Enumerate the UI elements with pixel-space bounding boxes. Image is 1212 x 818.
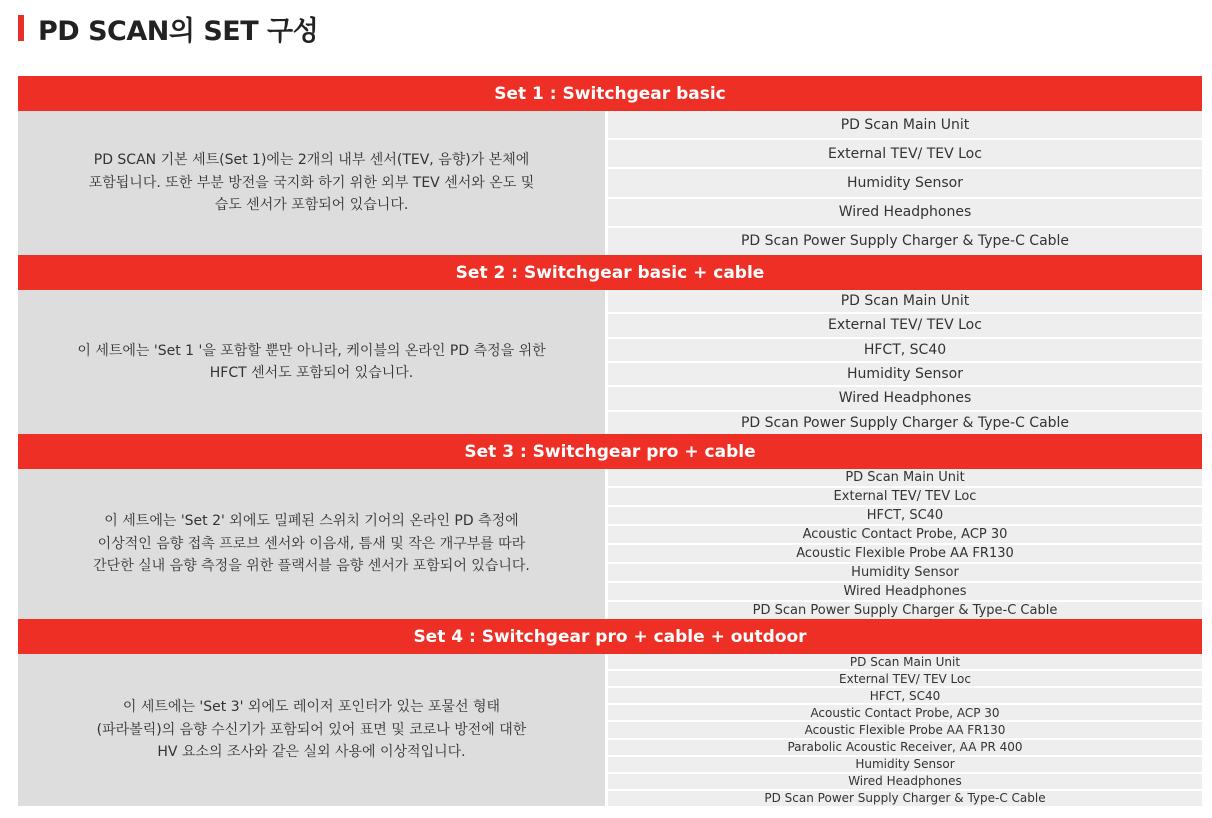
set-item: Acoustic Flexible Probe AA FR130	[608, 543, 1202, 562]
set-item: Humidity Sensor	[608, 167, 1202, 196]
set-item-list	[605, 469, 1202, 619]
set-table	[18, 76, 1202, 806]
set-item: Wired Headphones	[608, 197, 1202, 226]
set-item-list	[605, 111, 1202, 255]
set-item: PD Scan Power Supply Charger & Type-C Cable	[608, 226, 1202, 255]
title-accent-bar	[18, 15, 24, 41]
set-item: PD Scan Main Unit	[608, 111, 1202, 138]
set-body	[18, 654, 1202, 806]
set-description: 이 세트에는 'Set 1 '을 포함할 뿐만 아니라, 케이블의 온라인 PD 측정을 위한 HFCT 센서도 포함되어 있습니다.	[18, 290, 605, 434]
set-item: PD Scan Main Unit	[608, 290, 1202, 312]
set-item: PD Scan Power Supply Charger & Type-C Cable	[608, 789, 1202, 806]
set-header: Set 3 : Switchgear pro + cable	[18, 434, 1202, 469]
set-header: Set 4 : Switchgear pro + cable + outdoor	[18, 619, 1202, 654]
set-item: External TEV/ TEV Loc	[608, 486, 1202, 505]
set-item: PD Scan Power Supply Charger & Type-C Cable	[608, 410, 1202, 434]
set-item: Humidity Sensor	[608, 562, 1202, 581]
set-body	[18, 469, 1202, 619]
set-item: External TEV/ TEV Loc	[608, 312, 1202, 336]
set-item: HFCT, SC40	[608, 686, 1202, 703]
set-item: External TEV/ TEV Loc	[608, 669, 1202, 686]
set-item: Humidity Sensor	[608, 361, 1202, 385]
set-header: Set 1 : Switchgear basic	[18, 76, 1202, 111]
set-description: 이 세트에는 'Set 3' 외에도 레이저 포인터가 있는 포물선 형태 (파라볼릭)의 음향 수신기가 포함되어 있어 표면 및 코로나 방전에 대한 HV 요소의 조사와 같은 실외 사용에 이상적입니다.	[18, 654, 605, 806]
set-item-list	[605, 654, 1202, 806]
set-description: 이 세트에는 'Set 2' 외에도 밀폐된 스위치 기어의 온라인 PD 측정에 이상적인 음향 접촉 프로브 센서와 이음새, 틈새 및 작은 개구부를 따라 간단한 실내 음향 측정을 위한 플랙서블 음향 센서가 포함되어 있습니다.	[18, 469, 605, 619]
set-item: Parabolic Acoustic Receiver, AA PR 400	[608, 738, 1202, 755]
set-item: Humidity Sensor	[608, 755, 1202, 772]
set-item: External TEV/ TEV Loc	[608, 138, 1202, 167]
page-title: PD SCAN의 SET 구성	[38, 15, 319, 47]
set-header: Set 2 : Switchgear basic + cable	[18, 255, 1202, 290]
set-body	[18, 111, 1202, 255]
set-item: PD Scan Power Supply Charger & Type-C Cable	[608, 600, 1202, 619]
set-item: Wired Headphones	[608, 581, 1202, 600]
set-item-list	[605, 290, 1202, 434]
set-item: PD Scan Main Unit	[608, 469, 1202, 486]
set-item: Acoustic Contact Probe, ACP 30	[608, 524, 1202, 543]
set-item: Acoustic Flexible Probe AA FR130	[608, 720, 1202, 737]
set-item: Acoustic Contact Probe, ACP 30	[608, 703, 1202, 720]
page-heading	[18, 10, 318, 46]
set-item: HFCT, SC40	[608, 337, 1202, 361]
set-body	[18, 290, 1202, 434]
set-item: Wired Headphones	[608, 772, 1202, 789]
set-item: PD Scan Main Unit	[608, 654, 1202, 669]
set-item: HFCT, SC40	[608, 505, 1202, 524]
set-item: Wired Headphones	[608, 385, 1202, 409]
set-description: PD SCAN 기본 세트(Set 1)에는 2개의 내부 센서(TEV, 음향)가 본체에 포함됩니다. 또한 부분 방전을 국지화 하기 위한 외부 TEV 센서와 온도 및 습도 센서가 포함되어 있습니다.	[18, 111, 605, 255]
